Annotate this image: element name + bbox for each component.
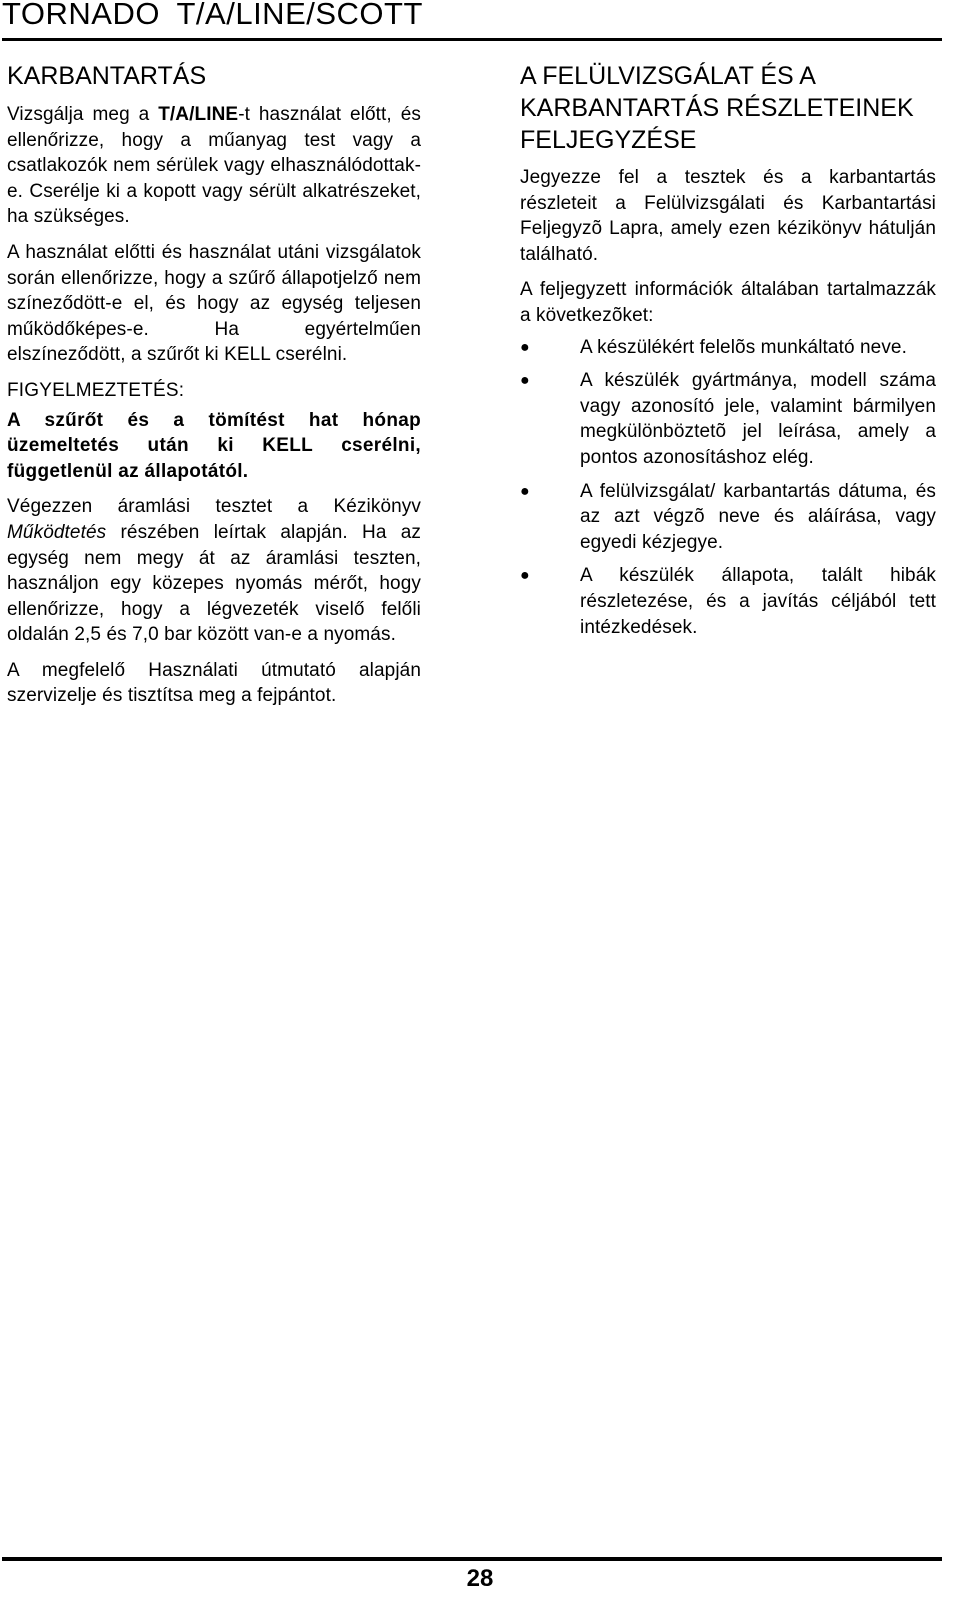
list-item-text: A készülék állapota, talált hibák részletezése, és a javítás céljából tett intézkedések. xyxy=(580,565,936,638)
list-item-text: A készülék gyártmánya, modell száma vagy azonosító jele, valamint bármilyen megkülönböztetõ jel leírása, amely a pontos azonosításhoz elég. xyxy=(580,370,936,468)
footer-rule xyxy=(2,1557,942,1561)
records-contents-paragraph: A feljegyzett információk általában tartalmazzák a következõket: xyxy=(520,279,936,326)
inspection-text-a: Vizsgálja meg a xyxy=(7,104,159,125)
operation-section-ref: Működtetés xyxy=(7,521,107,543)
inspection-paragraph xyxy=(7,102,421,230)
flow-test-text-a: Végezzen áramlási tesztet a Kézikönyv xyxy=(7,496,421,518)
warning-text: A szűrőt és a tömítést hat hónap üzemeltetés után ki KELL cserélni, függetlenül az állapotától. xyxy=(7,409,421,482)
records-heading: A FELÜLVIZSGÁLAT ÉS A KARBANTARTÁS RÉSZLETEINEK FELJEGYZÉSE xyxy=(520,62,914,154)
list-item xyxy=(520,479,936,556)
bullet-icon: ● xyxy=(520,372,530,390)
right-column xyxy=(520,60,936,648)
bullet-icon: ● xyxy=(520,482,530,500)
headband-paragraph: A megfelelő Használati útmutató alapján szervizelje és tisztítsa meg a fejpántot. xyxy=(7,659,421,707)
list-item xyxy=(520,335,936,361)
inspection-text-b: -t használat előtt, és ellenőrizze, hogy a műanyag test vagy a csatlakozók nem sérülek vagy elhasználódottak-e. Cserélje ki a kopott vagy sérült alkatrészeket, ha szükséges. xyxy=(7,104,421,228)
records-intro-paragraph: Jegyezze fel a tesztek és a karbantartás részleteit a Felülvizsgálati és Karbantartási Feljegyzõ Lapra, amely ezen kézikönyv hátulján található. xyxy=(520,167,936,265)
warning-title: FIGYELMEZTETÉS: xyxy=(7,379,185,401)
list-item xyxy=(520,563,936,640)
product-name: T/A/LINE xyxy=(158,104,239,125)
flow-test-text-b: részében leírtak alapján. Ha az egység nem megy át az áramlási teszten, használjon egy közepes nyomás mérőt, hogy ellenőrizze, hogy a légvezeték viselő felőli oldalán 2,5 és 7,0 bar között van-e a nyomás. xyxy=(7,521,421,646)
list-item xyxy=(520,368,936,470)
flow-test-paragraph xyxy=(7,494,421,648)
header-rule xyxy=(2,38,942,41)
maintenance-heading: KARBANTARTÁS xyxy=(7,62,207,90)
list-item-text: A felülvizsgálat/ karbantartás dátuma, és az azt végzõ neve és aláírása, vagy egyedi kézjegye. xyxy=(580,480,936,553)
bullet-icon: ● xyxy=(520,338,530,356)
bullet-icon: ● xyxy=(520,567,530,585)
list-item-text: A készülékért felelõs munkáltató neve. xyxy=(580,336,907,358)
filter-check-paragraph: A használat előtti és használat utáni vizsgálatok során ellenőrizze, hogy a szűrő állapotjelző nem színeződött-e el, és hogy az egység teljesen működőképes-e. Ha egyértelműen elszíneződött, a szűrőt ki KELL cserélni. xyxy=(7,241,421,366)
left-column xyxy=(7,60,421,719)
records-bullet-list xyxy=(520,335,936,641)
page-number: 28 xyxy=(466,1565,494,1592)
document-title: TORNADO T/A/LINE/SCOTT xyxy=(2,0,423,31)
